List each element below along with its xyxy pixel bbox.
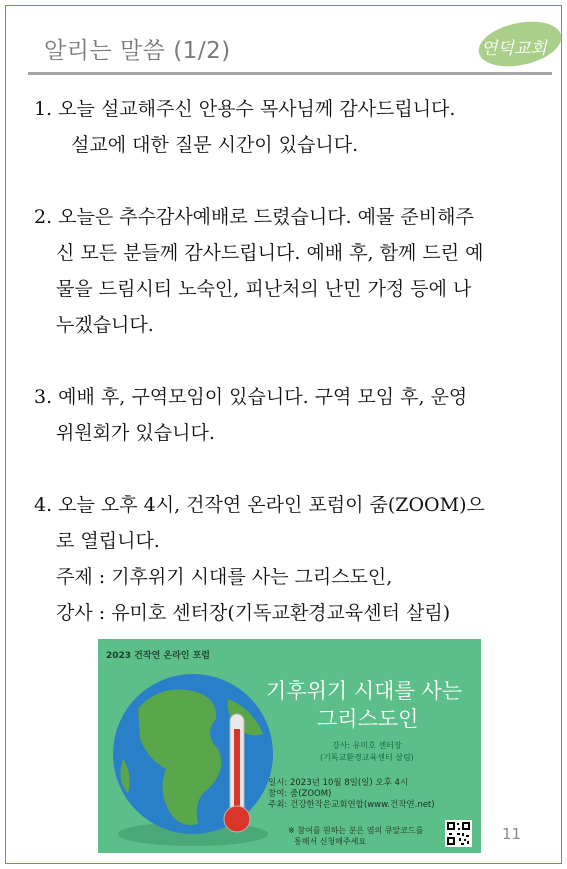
poster-note-line-2: 통해서 신청해주세요 <box>294 837 367 846</box>
announcement-2-line-3: 물을 드림시티 노숙인, 피난처의 난민 가정 등에 나 <box>56 278 472 300</box>
church-logo <box>471 18 563 68</box>
poster-note <box>288 825 423 847</box>
poster-event-label: 2023 건작연 온라인 포럼 <box>106 651 211 661</box>
poster-host: 주최: 건강한작은교회연합(www.건작연.net) <box>268 800 435 810</box>
forum-poster <box>98 639 481 853</box>
poster-note-line-1: ※ 참여를 원하는 분은 옆의 큐알코드를 <box>288 826 424 835</box>
announcement-3-line-2: 위원회가 있습니다. <box>56 422 215 444</box>
announcement-4-line-1: 4. 오늘 오후 4시, 건작연 온라인 포럼이 줌(ZOOM)으 <box>34 494 485 516</box>
announcement-3-line-1: 3. 예배 후, 구역모임이 있습니다. 구역 모임 후, 운영 <box>34 386 468 408</box>
svg-text:연덕교회: 연덕교회 <box>481 39 547 59</box>
page-number: 11 <box>502 825 522 843</box>
title-divider <box>28 72 552 75</box>
earth-thermometer-illustration <box>98 639 288 853</box>
page-title: 알리는 말씀 (1/2) <box>44 38 231 64</box>
announcement-2-line-1: 2. 오늘은 추수감사예배로 드렸습니다. 예물 준비해주 <box>34 206 474 228</box>
announcement-4-speaker: 강사 : 유미호 센터장(기독교환경교육센터 살림) <box>56 602 451 624</box>
poster-details <box>268 778 435 811</box>
poster-speaker-name: 강사: 유미호 센터장 <box>332 741 402 750</box>
announcement-4-line-2: 로 열립니다. <box>56 530 160 552</box>
announcement-1-line-1: 1. 오늘 설교해주신 안용수 목사님께 감사드립니다. <box>34 98 456 120</box>
poster-headline-line-1: 기후위기 시대를 사는 <box>266 679 462 703</box>
poster-headline-line-2: 그리스도인 <box>317 707 419 731</box>
poster-date: 일시: 2023년 10월 8일(일) 오후 4시 <box>268 778 409 788</box>
announcement-2-line-4: 누겠습니다. <box>56 314 154 336</box>
qr-code <box>445 820 472 847</box>
announcement-list <box>34 91 559 631</box>
poster-speaker-org: (기독교환경교육센터 살림) <box>320 753 414 762</box>
announcement-4-topic: 주제 : 기후위기 시대를 사는 그리스도인, <box>56 566 393 588</box>
announcement-1-line-2: 설교에 대한 질문 시간이 있습니다. <box>71 134 359 156</box>
slide <box>5 5 562 864</box>
announcement-2-line-2: 신 모든 분들께 감사드립니다. 예배 후, 함께 드린 예 <box>56 242 484 264</box>
poster-speaker <box>320 740 414 764</box>
poster-venue: 참여: 줌(ZOOM) <box>268 789 332 799</box>
